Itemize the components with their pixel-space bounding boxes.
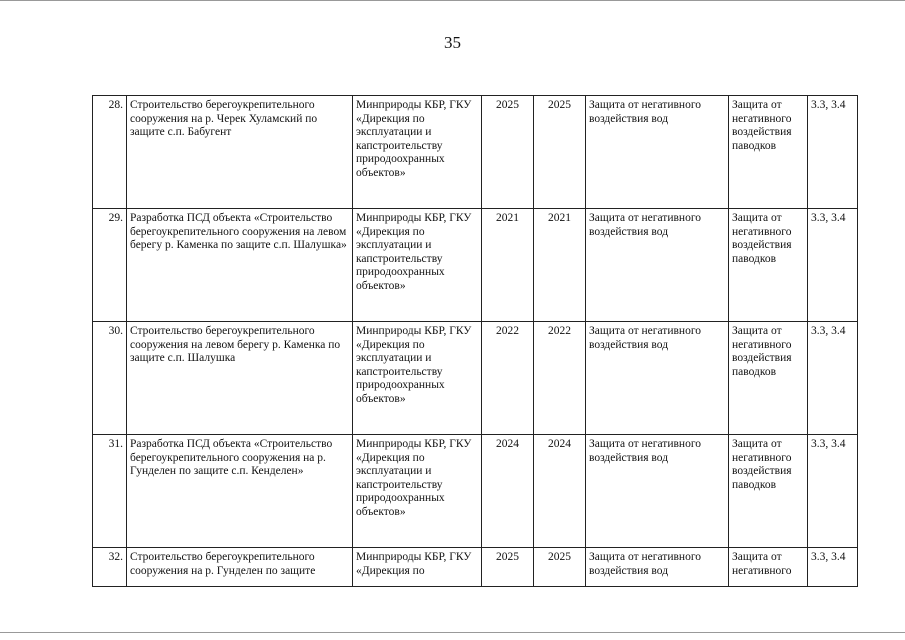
table-row bbox=[93, 322, 858, 435]
indicator: 3.3, 3.4 bbox=[808, 548, 858, 587]
executor: Минприроды КБР, ГКУ «Дирекция по эксплуатации и капстроительству природоохранных объектов» bbox=[353, 435, 482, 548]
executor: Минприроды КБР, ГКУ «Дирекция по эксплуатации и капстроительству природоохранных объектов» bbox=[353, 209, 482, 322]
measure-name: Строительство берегоукрепительного сооружения на р. Черек Хуламский по защите с.п. Бабугент bbox=[127, 96, 353, 209]
executor: Минприроды КБР, ГКУ «Дирекция по эксплуатации и капстроительству природоохранных объектов» bbox=[353, 322, 482, 435]
end-year: 2025 bbox=[534, 548, 586, 587]
row-number: 32. bbox=[93, 548, 127, 587]
end-year: 2022 bbox=[534, 322, 586, 435]
measure-name: Строительство берегоукрепительного сооружения на левом берегу р. Каменка по защите с.п. Шалушка bbox=[127, 322, 353, 435]
expected-result: Защита от негативного воздействия вод bbox=[586, 209, 729, 322]
table-row bbox=[93, 209, 858, 322]
executor: Минприроды КБР, ГКУ «Дирекция по bbox=[353, 548, 482, 587]
expected-result: Защита от негативного воздействия вод bbox=[586, 322, 729, 435]
indicator: 3.3, 3.4 bbox=[808, 209, 858, 322]
table-row bbox=[93, 435, 858, 548]
linked-goal: Защита от негативного bbox=[729, 548, 808, 587]
scan-artifact-top bbox=[0, 0, 905, 1]
start-year: 2022 bbox=[482, 322, 534, 435]
linked-goal: Защита от негативного воздействия паводков bbox=[729, 209, 808, 322]
measure-name: Разработка ПСД объекта «Строительство берегоукрепительного сооружения на левом берегу р. Каменка по защите с.п. Шалушка» bbox=[127, 209, 353, 322]
linked-goal: Защита от негативного воздействия паводков bbox=[729, 322, 808, 435]
start-year: 2021 bbox=[482, 209, 534, 322]
row-number: 30. bbox=[93, 322, 127, 435]
measure-name: Строительство берегоукрепительного сооружения на р. Гунделен по защите bbox=[127, 548, 353, 587]
expected-result: Защита от негативного воздействия вод bbox=[586, 548, 729, 587]
start-year: 2024 bbox=[482, 435, 534, 548]
table-row bbox=[93, 96, 858, 209]
page-number: 35 bbox=[444, 33, 461, 52]
row-number: 28. bbox=[93, 96, 127, 209]
start-year: 2025 bbox=[482, 96, 534, 209]
measures-table bbox=[92, 95, 858, 587]
expected-result: Защита от негативного воздействия вод bbox=[586, 435, 729, 548]
indicator: 3.3, 3.4 bbox=[808, 435, 858, 548]
executor: Минприроды КБР, ГКУ «Дирекция по эксплуатации и капстроительству природоохранных объектов» bbox=[353, 96, 482, 209]
end-year: 2025 bbox=[534, 96, 586, 209]
measure-name: Разработка ПСД объекта «Строительство берегоукрепительного сооружения на р. Гунделен по защите с.п. Кенделен» bbox=[127, 435, 353, 548]
end-year: 2024 bbox=[534, 435, 586, 548]
table-row bbox=[93, 548, 858, 587]
indicator: 3.3, 3.4 bbox=[808, 96, 858, 209]
end-year: 2021 bbox=[534, 209, 586, 322]
linked-goal: Защита от негативного воздействия паводков bbox=[729, 96, 808, 209]
row-number: 31. bbox=[93, 435, 127, 548]
row-number: 29. bbox=[93, 209, 127, 322]
expected-result: Защита от негативного воздействия вод bbox=[586, 96, 729, 209]
scan-artifact-bottom bbox=[0, 632, 905, 633]
indicator: 3.3, 3.4 bbox=[808, 322, 858, 435]
start-year: 2025 bbox=[482, 548, 534, 587]
linked-goal: Защита от негативного воздействия паводков bbox=[729, 435, 808, 548]
